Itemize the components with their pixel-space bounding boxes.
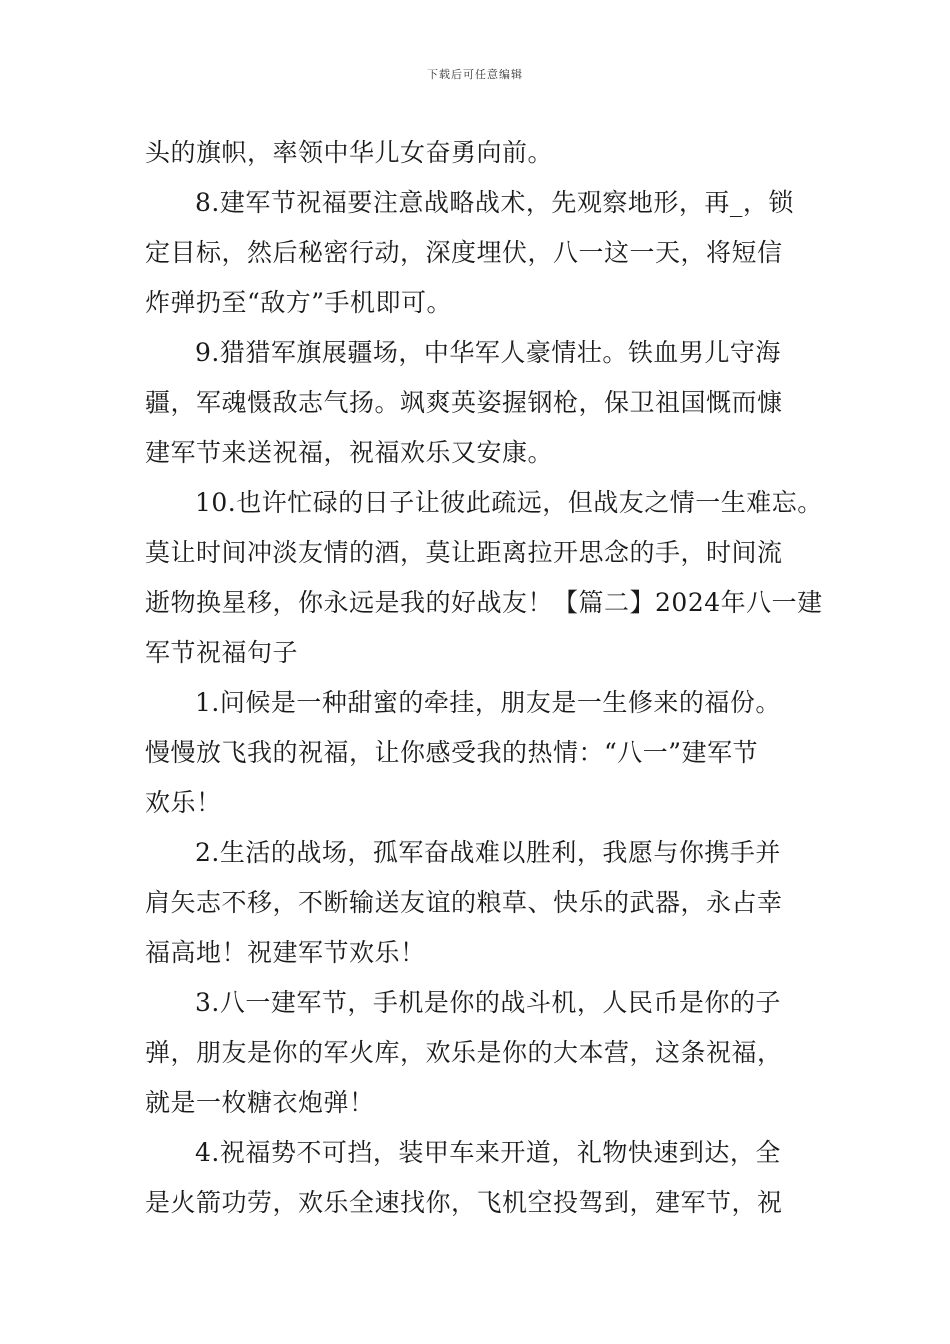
text-line: 军节祝福句子	[145, 638, 299, 667]
text-line: 福高地！祝建军节欢乐！	[145, 938, 426, 967]
text-line: 2.生活的战场，孤军奋战难以胜利，我愿与你携手并	[195, 838, 781, 867]
text-line: 肩矢志不移，不断输送友谊的粮草、快乐的武器，永占幸	[145, 888, 783, 917]
text-line: 1.问候是一种甜蜜的牵挂，朋友是一生修来的福份。	[195, 688, 781, 717]
text-line: 炸弹扔至“敌方”手机即可。	[145, 288, 453, 317]
text-line: 莫让时间冲淡友情的酒，莫让距离拉开思念的手，时间流	[145, 538, 783, 567]
text-line: 是火箭功劳，欢乐全速找你，飞机空投驾到，建军节，祝	[145, 1188, 783, 1217]
text-line: 就是一枚糖衣炮弹！	[145, 1088, 375, 1117]
text-line: 4.祝福势不可挡，装甲车来开道，礼物快速到达，全	[195, 1138, 781, 1167]
text-line: 9.猎猎军旗展疆场，中华军人豪情壮。铁血男儿守海	[195, 338, 781, 367]
text-line: 建军节来送祝福，祝福欢乐又安康。	[145, 438, 554, 467]
page-header: 下载后可任意编辑	[427, 68, 523, 81]
text-line: 3.八一建军节，手机是你的战斗机，人民币是你的子	[195, 988, 781, 1017]
text-line: 疆，军魂慑敌志气扬。飒爽英姿握钢枪，保卫祖国慨而慷	[145, 388, 783, 417]
text-line: 弹，朋友是你的军火库，欢乐是你的大本营，这条祝福，	[145, 1038, 783, 1067]
text-line: 定目标，然后秘密行动，深度埋伏，八一这一天，将短信	[145, 238, 783, 267]
text-line: 10.也许忙碌的日子让彼此疏远，但战友之情一生难忘。	[195, 488, 823, 517]
document-body	[145, 128, 823, 1228]
text-line: 8.建军节祝福要注意战略战术，先观察地形，再_，锁	[195, 188, 794, 217]
text-line: 欢乐！	[145, 788, 222, 817]
text-line: 逝物换星移，你永远是我的好战友！【篇二】2024年八一建	[145, 588, 823, 617]
text-line: 慢慢放飞我的祝福，让你感受我的热情：“八一”建军节	[145, 738, 759, 767]
text-line: 头的旗帜，率领中华儿女奋勇向前。	[145, 138, 554, 167]
